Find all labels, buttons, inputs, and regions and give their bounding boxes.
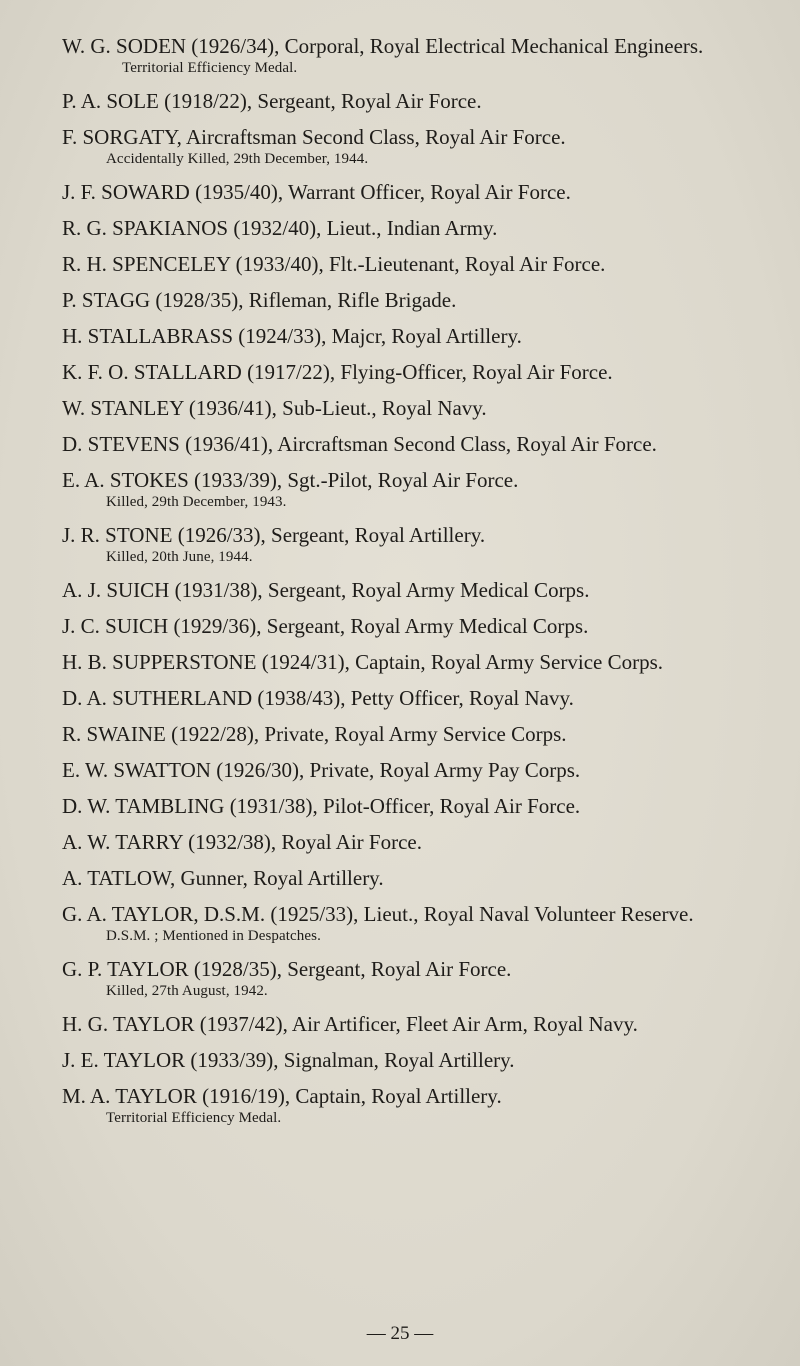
entry-text: W. STANLEY (1936/41), Sub-Lieut., Royal Navy.: [62, 396, 487, 420]
list-item: [62, 722, 772, 746]
entry-note: Killed, 29th December, 1943.: [106, 494, 287, 510]
entry-text: D. STEVENS (1936/41), Aircraftsman Second Class, Royal Air Force.: [62, 432, 657, 456]
list-item: [62, 1084, 772, 1127]
entry-text: E. W. SWATTON (1926/30), Private, Royal Army Pay Corps.: [62, 758, 581, 782]
entry-text: J. C. SUICH (1929/36), Sergeant, Royal Army Medical Corps.: [62, 614, 589, 638]
list-item: [62, 1048, 772, 1072]
list-item: [62, 324, 772, 348]
list-item: [62, 650, 772, 674]
list-item: [62, 432, 772, 456]
entry-text: A. W. TARRY (1932/38), Royal Air Force.: [62, 830, 422, 854]
entry-text: H. STALLABRASS (1924/33), Majcr, Royal Artillery.: [62, 324, 522, 348]
entry-note: Killed, 27th August, 1942.: [106, 983, 268, 999]
entry-note: Territorial Efficiency Medal.: [106, 1110, 282, 1126]
list-item: [62, 614, 772, 638]
entry-text: F. SORGATY, Aircraftsman Second Class, Royal Air Force.: [62, 125, 566, 149]
entry-text: G. A. TAYLOR, D.S.M. (1925/33), Lieut., Royal Naval Volunteer Reserve.: [62, 902, 694, 926]
list-item: [62, 180, 772, 204]
entry-text: R. H. SPENCELEY (1933/40), Flt.-Lieutenant, Royal Air Force.: [62, 252, 606, 276]
entry-note: Territorial Efficiency Medal.: [122, 60, 298, 76]
roll-of-service-list: [62, 34, 772, 1139]
entry-text: G. P. TAYLOR (1928/35), Sergeant, Royal Air Force.: [62, 957, 512, 981]
entry-text: D. W. TAMBLING (1931/38), Pilot-Officer, Royal Air Force.: [62, 794, 581, 818]
list-item: [62, 34, 772, 77]
entry-text: D. A. SUTHERLAND (1938/43), Petty Officer, Royal Navy.: [62, 686, 574, 710]
entry-text: W. G. SODEN (1926/34), Corporal, Royal Electrical Mechanical Engineers.: [62, 34, 704, 58]
entry-text: A. J. SUICH (1931/38), Sergeant, Royal Army Medical Corps.: [62, 578, 590, 602]
entry-text: R. SWAINE (1922/28), Private, Royal Army Service Corps.: [62, 722, 567, 746]
entry-note: D.S.M. ; Mentioned in Despatches.: [106, 928, 321, 944]
list-item: [62, 396, 772, 420]
list-item: [62, 468, 772, 511]
list-item: [62, 288, 772, 312]
entry-note: Accidentally Killed, 29th December, 1944.: [106, 151, 369, 167]
entry-text: A. TATLOW, Gunner, Royal Artillery.: [62, 866, 384, 890]
list-item: [62, 578, 772, 602]
entry-text: P. STAGG (1928/35), Rifleman, Rifle Brigade.: [62, 288, 457, 312]
list-item: [62, 360, 772, 384]
entry-text: J. E. TAYLOR (1933/39), Signalman, Royal Artillery.: [62, 1048, 515, 1072]
entry-note: Killed, 20th June, 1944.: [106, 549, 253, 565]
list-item: [62, 252, 772, 276]
list-item: [62, 1012, 772, 1036]
entry-text: H. B. SUPPERSTONE (1924/31), Captain, Royal Army Service Corps.: [62, 650, 664, 674]
entry-text: J. F. SOWARD (1935/40), Warrant Officer, Royal Air Force.: [62, 180, 571, 204]
page-number: — 25 —: [366, 1323, 434, 1344]
list-item: [62, 902, 772, 945]
list-item: [62, 866, 772, 890]
entry-text: K. F. O. STALLARD (1917/22), Flying-Officer, Royal Air Force.: [62, 360, 613, 384]
list-item: [62, 758, 772, 782]
list-item: [62, 830, 772, 854]
list-item: [62, 686, 772, 710]
entry-text: J. R. STONE (1926/33), Sergeant, Royal Artillery.: [62, 523, 486, 547]
entry-text: P. A. SOLE (1918/22), Sergeant, Royal Air Force.: [62, 89, 482, 113]
list-item: [62, 794, 772, 818]
list-item: [62, 523, 772, 566]
entry-text: R. G. SPAKIANOS (1932/40), Lieut., Indian Army.: [62, 216, 498, 240]
list-item: [62, 216, 772, 240]
entry-text: E. A. STOKES (1933/39), Sgt.-Pilot, Royal Air Force.: [62, 468, 519, 492]
list-item: [62, 125, 772, 168]
entry-text: M. A. TAYLOR (1916/19), Captain, Royal Artillery.: [62, 1084, 502, 1108]
entry-text: H. G. TAYLOR (1937/42), Air Artificer, Fleet Air Arm, Royal Navy.: [62, 1012, 638, 1036]
list-item: [62, 957, 772, 1000]
list-item: [62, 89, 772, 113]
